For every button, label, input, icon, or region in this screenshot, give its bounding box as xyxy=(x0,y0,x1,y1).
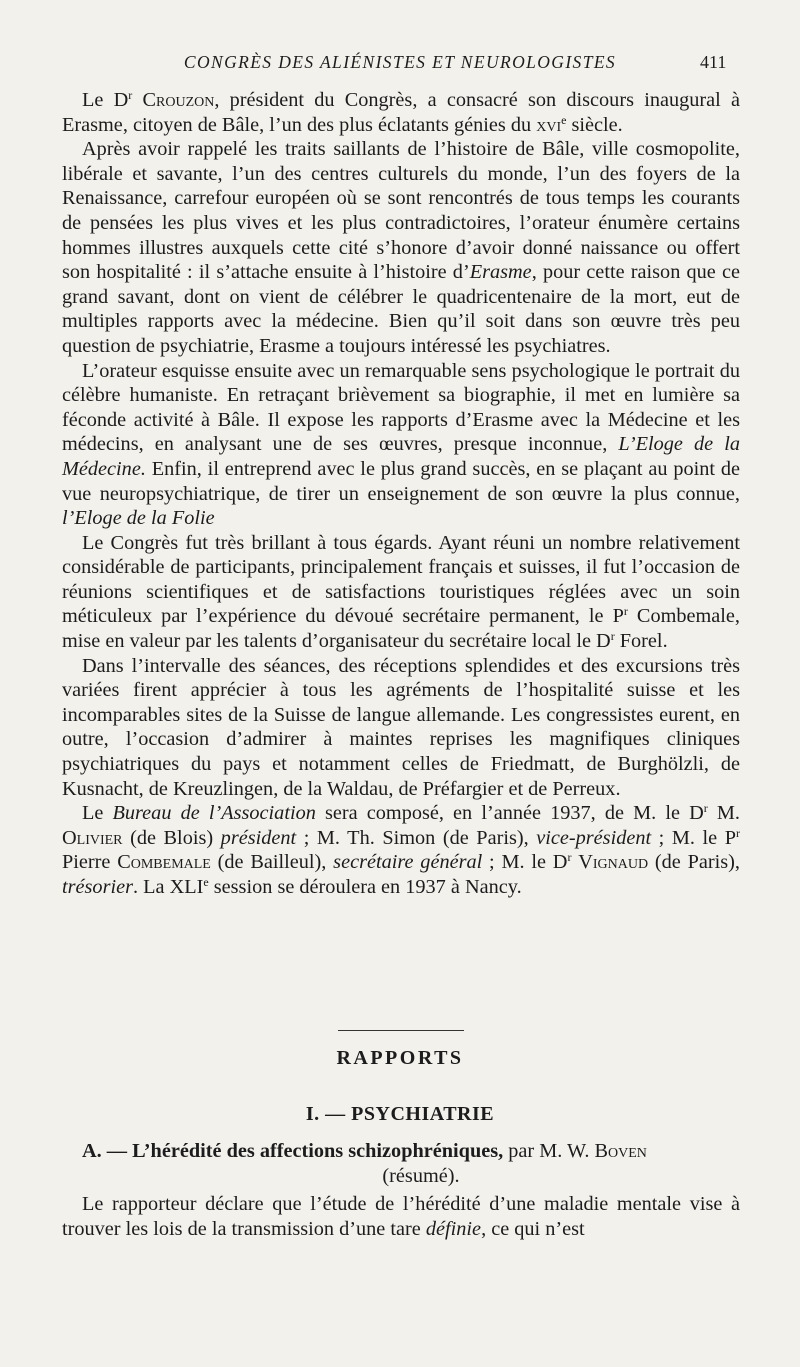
paragraph-2: Après avoir rappelé les traits saillants de l’histoire de Bâle, ville cosmopolite, libérale et savante, l’un des centres culturels du monde, l’un des foyers de la Renaissance, carrefour européen où se sont rencontrés de tous temps les courants de pensées les plus vives et les plus contradictoires, l’orateur énumère certains hommes illustres auxquels cette cité s’honore d’avoir donné naissance ou offert son hospitalité : il s’attache ensuite à l’histoire d’Erasme, pour cette raison que ce grand savant, dont on vient de célébrer le quadricentenaire de la mort, eut de multiples rapports avec la médecine. Bien qu’il soit dans son œuvre très peu question de psychiatrie, Erasme a toujours intéressé les psychiatres. xyxy=(62,138,740,357)
paragraph-5: Dans l’intervalle des séances, des réceptions splendides et des excursions très variées firent apprécier à tous les agréments de l’hospitalité suisse et les incomparables sites de la Suisse de langue allemande. Les congressistes eurent, en outre, l’occasion d’admirer à maintes reprises les magnifiques cliniques psychiatriques du pays et notamment celles de Friedmatt, de Burghölzli, de Kusnacht, de Kreuzlingen, de la Waldau, de Préfargier et de Perreux. xyxy=(62,654,740,800)
person-name: Crouzon xyxy=(142,89,215,111)
running-title: CONGRÈS DES ALIÉNISTES ET NEUROLOGISTES xyxy=(183,52,617,72)
report-title: A. — L’hérédité des affections schizophréniques, par M. W. Boven (résumé). xyxy=(82,1140,647,1187)
page-number: 411 xyxy=(700,52,727,72)
section-heading-rapports: RAPPORTS xyxy=(336,1047,464,1069)
main-text xyxy=(62,88,740,900)
paragraph-6: Le Bureau de l’Association sera composé, en l’année 1937, de M. le $D^r$ M. Olivier (de Blois) président ; M. Th. Simon (de Paris), vice-président ; M. le $P^r$ Pierre Combemale (de Bailleul), secrétaire général ; M. le $D^r$ Vignaud (de Paris), trésorier. La XLIe session se déroulera en 1937 à Nancy. xyxy=(62,801,740,898)
subsection-heading: I. — PSYCHIATRIE xyxy=(305,1103,495,1125)
running-header xyxy=(0,52,800,82)
paragraph-7: Le rapporteur déclare que l’étude de l’hérédité d’une maladie mentale vise à trouver les lois de la transmission d’une tare définie, ce qui n’est xyxy=(62,1193,740,1240)
paragraph-4: Le Congrès fut très brillant à tous égards. Ayant réuni un nombre relativement considérable de participants, principalement français et suisses, il fut l’occasion de réunions scientifiques et de satisfactions touristiques réglées avec un soin méticuleux par l’expérience du dévoué secrétaire permanent, le $P^r$ Combemale, mise en valeur par les talents d’organisateur du secrétaire local le $D^r$ Forel. xyxy=(62,531,740,653)
paragraph-1: Le $D^r$ Crouzon, président du Congrès, a consacré son discours inaugural à Erasme, citoyen de Bâle, l’un des plus éclatants génies du xvi$^e$ siècle. xyxy=(62,88,741,136)
paragraph-3: L’orateur esquisse ensuite avec un remarquable sens psychologique le portrait du célèbre humaniste. En retraçant brièvement sa biographie, il met en lumière sa féconde activité à Bâle. Il expose les rapports d’Erasme avec la Médecine et les médecins, en analysant une de ses œuvres, presque inconnue, L’Eloge de la Médecine. Enfin, il entreprend avec le plus grand succès, en se plaçant au point de vue neuropsychiatrique, de tirer un enseignement de son œuvre la plus connue, l’Eloge de la Folie xyxy=(62,359,740,530)
report-text xyxy=(62,1192,740,1241)
section-divider xyxy=(338,1030,464,1031)
